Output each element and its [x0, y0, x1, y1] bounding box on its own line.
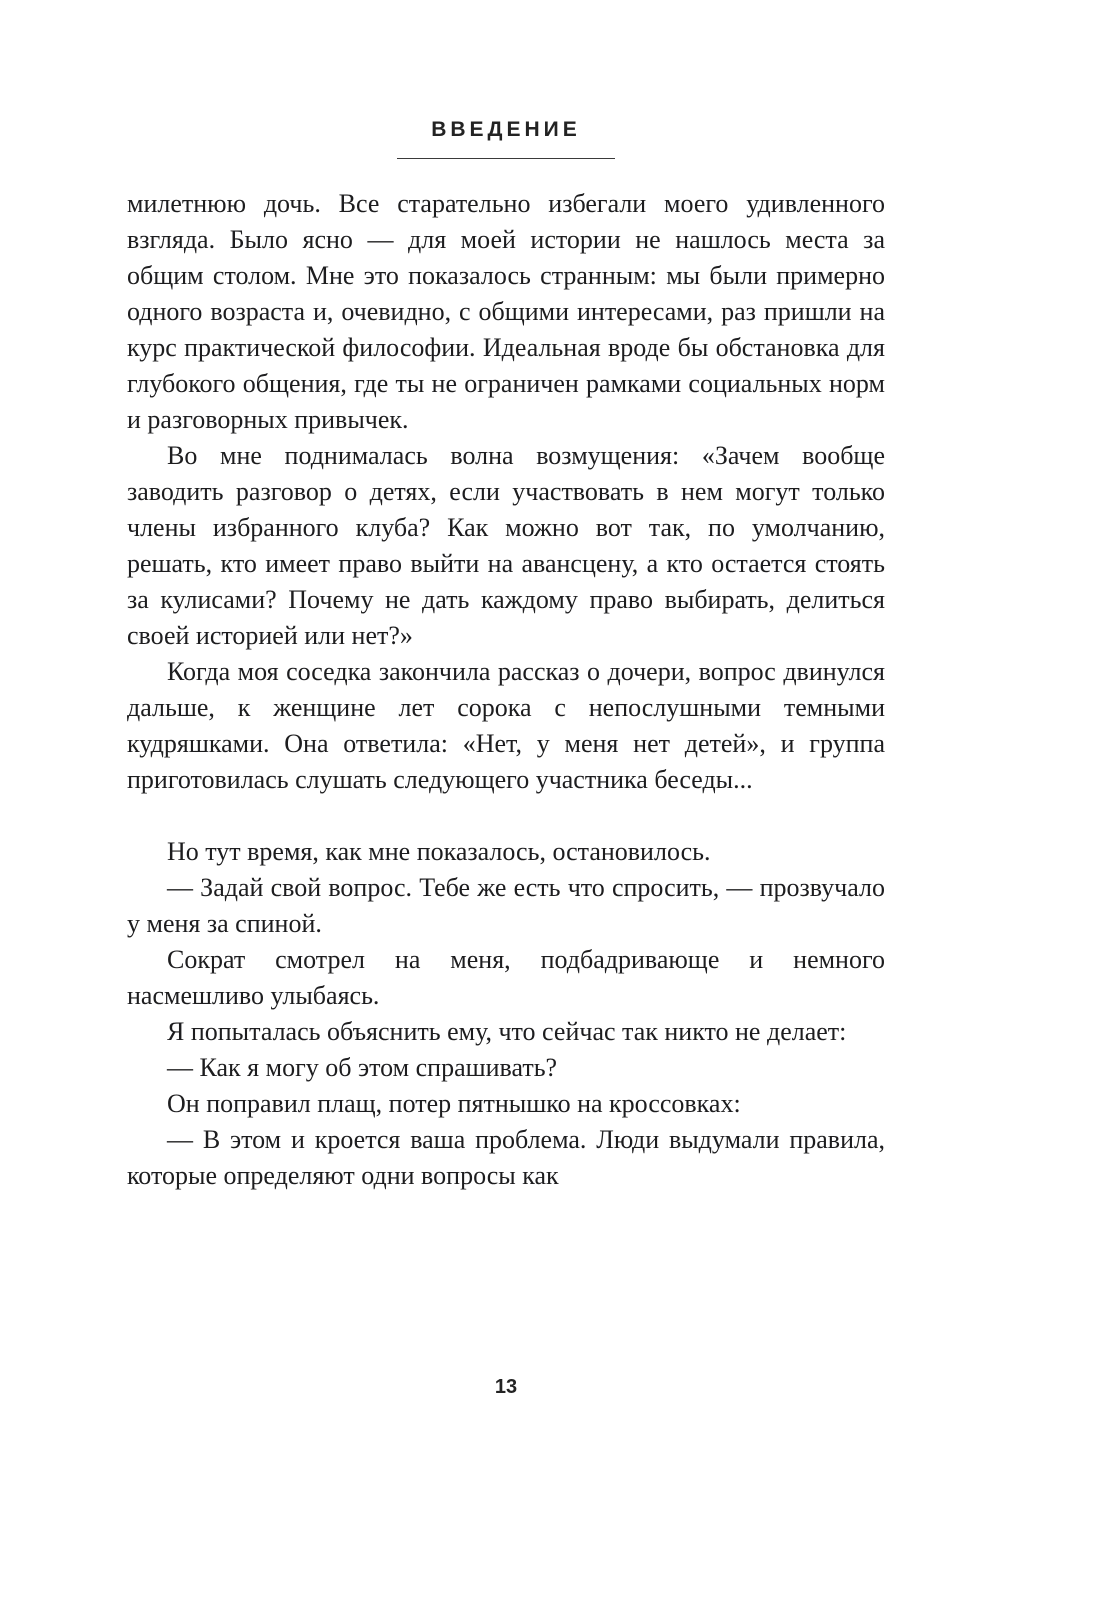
body-paragraph: Сократ смотрел на меня, подбадривающе и немного насмешливо улыбаясь.	[127, 945, 885, 1010]
body-paragraph: Когда моя соседка закончила рассказ о дочери, вопрос двинулся дальше, к женщине лет сорока с непослушными темными кудряшками. Она ответила: «Нет, у меня нет детей», и группа приготовилась слушать следующего участника беседы...	[127, 657, 885, 794]
header-divider-rule	[397, 158, 615, 159]
body-paragraph: милетнюю дочь. Все старательно избегали моего удивленного взгляда. Было ясно — для моей истории не нашлось места за общим столом. Мне это показалось странным: мы были примерно одного возраста и, очевидно, с общими интересами, раз пришли на курс практической философии. Идеальная вроде бы обстановка для глубокого общения, где ты не ограничен рамками социальных норм и разговорных привычек.	[127, 189, 885, 434]
body-paragraph: Но тут время, как мне показалось, остановилось.	[167, 837, 711, 866]
body-paragraph: Он поправил плащ, потер пятнышко на кроссовках:	[167, 1089, 741, 1118]
body-paragraph-dialogue: — Задай свой вопрос. Тебе же есть что спросить, — прозвучало у меня за спиной.	[127, 873, 885, 938]
chapter-header: ВВЕДЕНИЕ	[431, 118, 581, 141]
body-paragraph: Во мне поднималась волна возмущения: «Зачем вообще заводить разговор о детях, если участвовать в нем могут только члены избранного клуба? Как можно вот так, по умолчанию, решать, кто имеет право выйти на авансцену, а кто остается стоять за кулисами? Почему не дать каждому право выбирать, делиться своей историей или нет?»	[127, 441, 885, 650]
body-paragraph-dialogue: — Как я могу об этом спрашивать?	[167, 1053, 558, 1082]
body-paragraph: Я попыталась объяснить ему, что сейчас так никто не делает:	[167, 1017, 847, 1046]
body-text-block	[127, 186, 885, 1194]
body-paragraph-dialogue: — В этом и кроется ваша проблема. Люди выдумали правила, которые определяют одни вопросы как	[127, 1125, 885, 1190]
page-number: 13	[494, 1376, 518, 1398]
